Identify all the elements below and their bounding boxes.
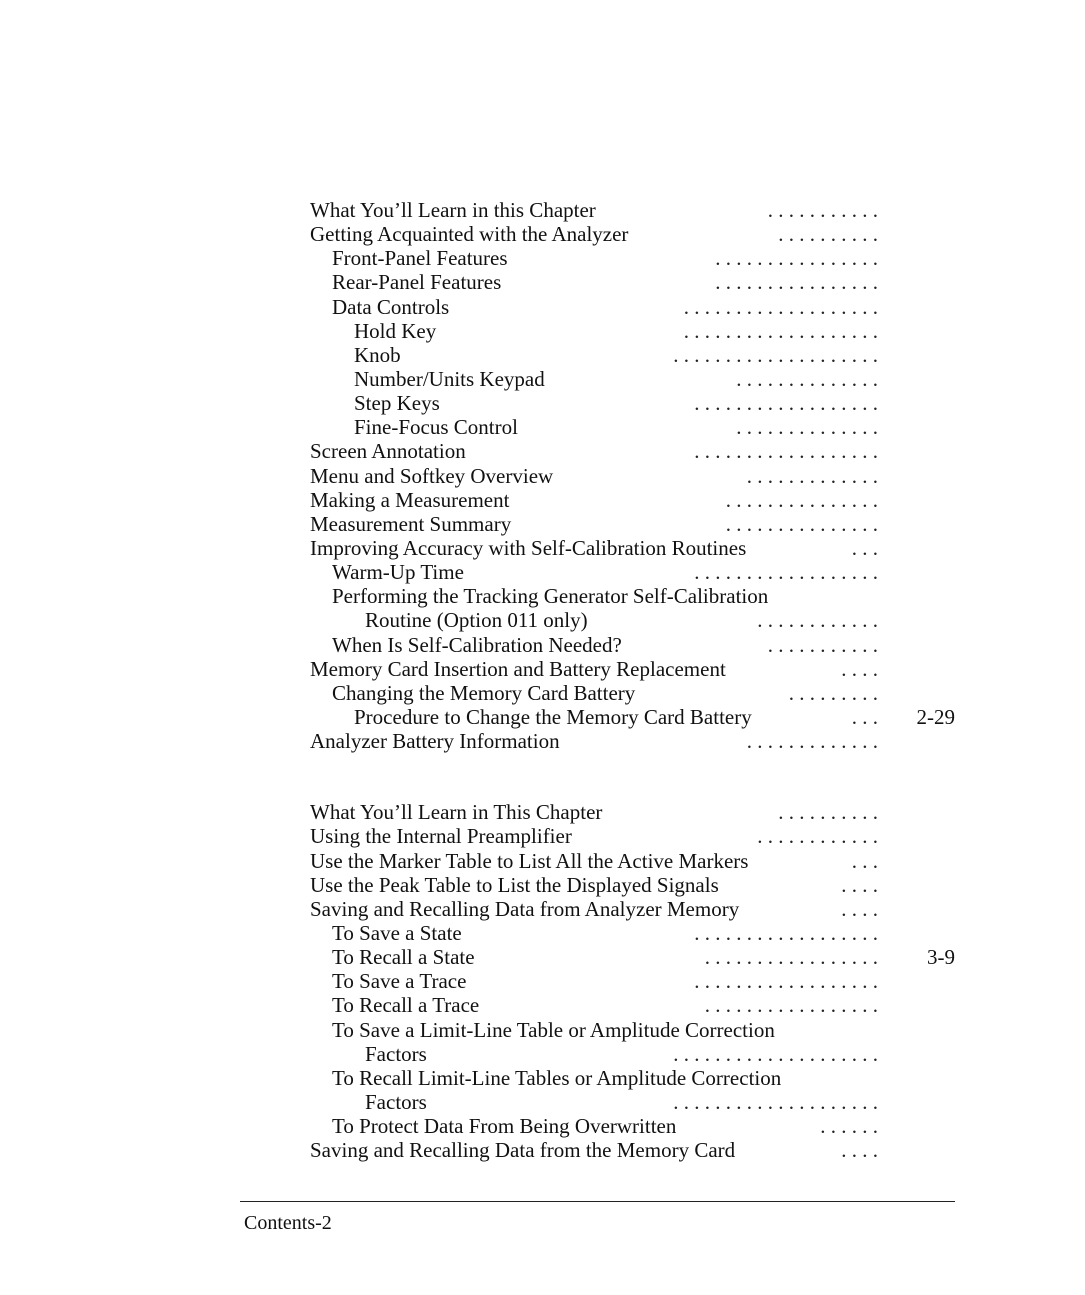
toc-entry[interactable]	[310, 319, 970, 343]
toc-entry-title: Using the Internal Preamplifier	[310, 824, 572, 849]
toc-entry[interactable]	[310, 849, 970, 873]
toc-dot-leader: . . . . . . . . . . . . . . . . . . . .	[673, 1089, 878, 1114]
toc-entry[interactable]	[310, 969, 970, 993]
toc-entry[interactable]	[310, 415, 970, 439]
toc-dot-leader: . . . . . . . . . . . . . . . . . . .	[683, 294, 878, 319]
toc-entry-title: Performing the Tracking Generator Self-Calibration	[332, 584, 769, 609]
toc-entry[interactable]	[310, 270, 970, 294]
toc-dot-leader: . . . . . . . . . . .	[767, 632, 878, 657]
toc-section	[310, 800, 970, 1162]
toc-entry-title: To Recall a Trace	[332, 993, 480, 1018]
toc-dot-leader: . . . . . . . . .	[788, 680, 878, 705]
toc-dot-leader: . . . . . . . . . . . . . . . . . .	[694, 920, 878, 945]
toc-entry-title: To Protect Data From Being Overwritten	[332, 1114, 677, 1139]
toc-entry-title: Use the Peak Table to List the Displayed Signals	[310, 872, 719, 897]
page-footer-label: Contents-2	[244, 1212, 332, 1234]
toc-entry[interactable]	[310, 560, 970, 584]
toc-entry-title: Menu and Softkey Overview	[310, 463, 554, 488]
toc-dot-leader: . . . . . . . . . . . . .	[746, 729, 878, 754]
toc-entry-title: Changing the Memory Card Battery	[332, 680, 636, 705]
toc-entry[interactable]	[310, 800, 970, 824]
toc-entry-title: To Save a State	[332, 920, 462, 945]
toc-dot-leader: . . . . . . . . . . . . . .	[736, 366, 878, 391]
toc-entry-title: Use the Marker Table to List All the Active Markers	[310, 848, 749, 873]
toc-entry[interactable]	[310, 1090, 970, 1114]
toc-entry-title: Getting Acquainted with the Analyzer	[310, 222, 629, 247]
toc-entry-title: Measurement Summary	[310, 511, 512, 536]
toc-entry[interactable]	[310, 729, 970, 753]
toc-dot-leader: . . . . . . . . . . . . . . . . .	[704, 993, 878, 1018]
toc-entry[interactable]	[310, 897, 970, 921]
toc-dot-leader: . . . . . . . . . . . . . . . . . .	[694, 560, 878, 585]
toc-entry-title: Data Controls	[332, 294, 450, 319]
toc-dot-leader: . . .	[851, 848, 878, 873]
toc-dot-leader: . . . . . . . . . . .	[767, 198, 878, 222]
toc-entry[interactable]	[310, 705, 970, 729]
toc-entry[interactable]	[310, 222, 970, 246]
toc-entry-title: Factors	[365, 1041, 427, 1066]
toc-entry[interactable]	[310, 681, 970, 705]
toc-entry[interactable]	[310, 608, 970, 632]
toc-entry[interactable]	[310, 945, 970, 969]
toc-entry[interactable]	[310, 921, 970, 945]
toc-dot-leader: . . . . . .	[820, 1114, 878, 1139]
toc-dot-leader: . . . . . . . . . . . . . . . . .	[704, 945, 878, 970]
toc-dot-leader: . . .	[851, 704, 878, 729]
toc-entry-title: Memory Card Insertion and Battery Replacement	[310, 656, 726, 681]
toc-dot-leader: . . . .	[841, 1138, 878, 1163]
toc-dot-leader: . . . . . . . . . . . . . . . .	[715, 246, 878, 271]
toc-dot-leader: . . . . . . . . . . . .	[757, 608, 878, 633]
toc-entry-title: What You’ll Learn in This Chapter	[310, 800, 603, 825]
toc-dot-leader: . . .	[851, 535, 878, 560]
toc-dot-leader: . . . .	[841, 872, 878, 897]
toc-entry[interactable]	[310, 512, 970, 536]
toc-entry-title: Number/Units Keypad	[354, 366, 545, 391]
toc-entry[interactable]	[310, 536, 970, 560]
toc-entry-title: Saving and Recalling Data from Analyzer Memory	[310, 896, 740, 921]
toc-entry-title: What You’ll Learn in this Chapter	[310, 198, 596, 222]
toc-dot-leader: . . . . . . . . . . . . . . . . . . . .	[673, 342, 878, 367]
toc-entry-title: Screen Annotation	[310, 439, 466, 464]
toc-entry[interactable]	[310, 198, 970, 222]
toc-entry[interactable]	[310, 391, 970, 415]
toc-entry-title: Hold Key	[354, 318, 437, 343]
toc-dot-leader: . . . . . . . . . .	[778, 222, 878, 247]
toc-entry-title: Saving and Recalling Data from the Memory Card	[310, 1138, 736, 1163]
toc-entry[interactable]	[310, 464, 970, 488]
toc-entry-title: Routine (Option 011 only)	[365, 608, 588, 633]
toc-entry-title: Procedure to Change the Memory Card Battery	[354, 704, 752, 729]
toc-entry[interactable]	[310, 1114, 970, 1138]
toc-dot-leader: . . . . . . . . . . . .	[757, 824, 878, 849]
toc-entry-title: To Recall Limit-Line Tables or Amplitude Correction	[332, 1065, 782, 1090]
toc-entry[interactable]	[310, 657, 970, 681]
toc-entry[interactable]	[310, 633, 970, 657]
toc-entry-title: Analyzer Battery Information	[310, 729, 560, 754]
toc-entry[interactable]	[310, 295, 970, 319]
toc-entry-title: When Is Self-Calibration Needed?	[332, 632, 622, 657]
toc-entry[interactable]	[310, 343, 970, 367]
toc-entry[interactable]	[310, 824, 970, 848]
toc-entry-title: Step Keys	[354, 391, 440, 416]
toc-page-number: 2-29	[916, 704, 955, 729]
table-of-contents	[310, 198, 970, 1162]
toc-entry-title: Front-Panel Features	[332, 246, 508, 271]
toc-dot-leader: . . . . . . . . . . . . . . .	[725, 511, 878, 536]
toc-dot-leader: . . . . . . . . . . . . . . . . . . .	[683, 318, 878, 343]
toc-entry-title: Fine-Focus Control	[354, 415, 518, 440]
footer-rule	[240, 1201, 955, 1202]
toc-dot-leader: . . . . . . . . . . . . . .	[736, 415, 878, 440]
toc-entry[interactable]	[310, 584, 970, 608]
toc-page-number: 3-9	[927, 945, 955, 970]
toc-entry[interactable]	[310, 1066, 970, 1090]
toc-entry[interactable]	[310, 993, 970, 1017]
toc-entry-title: Rear-Panel Features	[332, 270, 502, 295]
toc-entry[interactable]	[310, 1042, 970, 1066]
toc-dot-leader: . . . .	[841, 896, 878, 921]
toc-entry-title: To Save a Trace	[332, 969, 467, 994]
toc-dot-leader: . . . . . . . . . . . . . . . .	[715, 270, 878, 295]
toc-entry-title: Making a Measurement	[310, 487, 510, 512]
toc-dot-leader: . . . . . . . . . . . . . . . . . .	[694, 391, 878, 416]
toc-dot-leader: . . . . . . . . . . . . .	[746, 463, 878, 488]
toc-dot-leader: . . . . . . . . . . . . . . . . . . . .	[673, 1041, 878, 1066]
toc-entry[interactable]	[310, 367, 970, 391]
toc-entry[interactable]	[310, 873, 970, 897]
toc-entry-title: Knob	[354, 342, 401, 367]
toc-entry-title: To Save a Limit-Line Table or Amplitude Correction	[332, 1017, 775, 1042]
toc-entry-title: Warm-Up Time	[332, 560, 464, 585]
toc-entry[interactable]	[310, 1138, 970, 1162]
toc-entry-title: Factors	[365, 1089, 427, 1114]
toc-entry[interactable]	[310, 439, 970, 463]
toc-dot-leader: . . . . . . . . . . . . . . . . . .	[694, 969, 878, 994]
toc-dot-leader: . . . . . . . . . . . . . . . . . .	[694, 439, 878, 464]
toc-entry-title: Improving Accuracy with Self-Calibration Routines	[310, 535, 747, 560]
toc-section	[310, 198, 970, 753]
toc-dot-leader: . . . .	[841, 656, 878, 681]
toc-entry[interactable]	[310, 246, 970, 270]
toc-entry[interactable]	[310, 488, 970, 512]
toc-entry-title: To Recall a State	[332, 945, 475, 970]
toc-dot-leader: . . . . . . . . . . . . . . .	[725, 487, 878, 512]
toc-entry[interactable]	[310, 1018, 970, 1042]
toc-dot-leader: . . . . . . . . . .	[778, 800, 878, 825]
